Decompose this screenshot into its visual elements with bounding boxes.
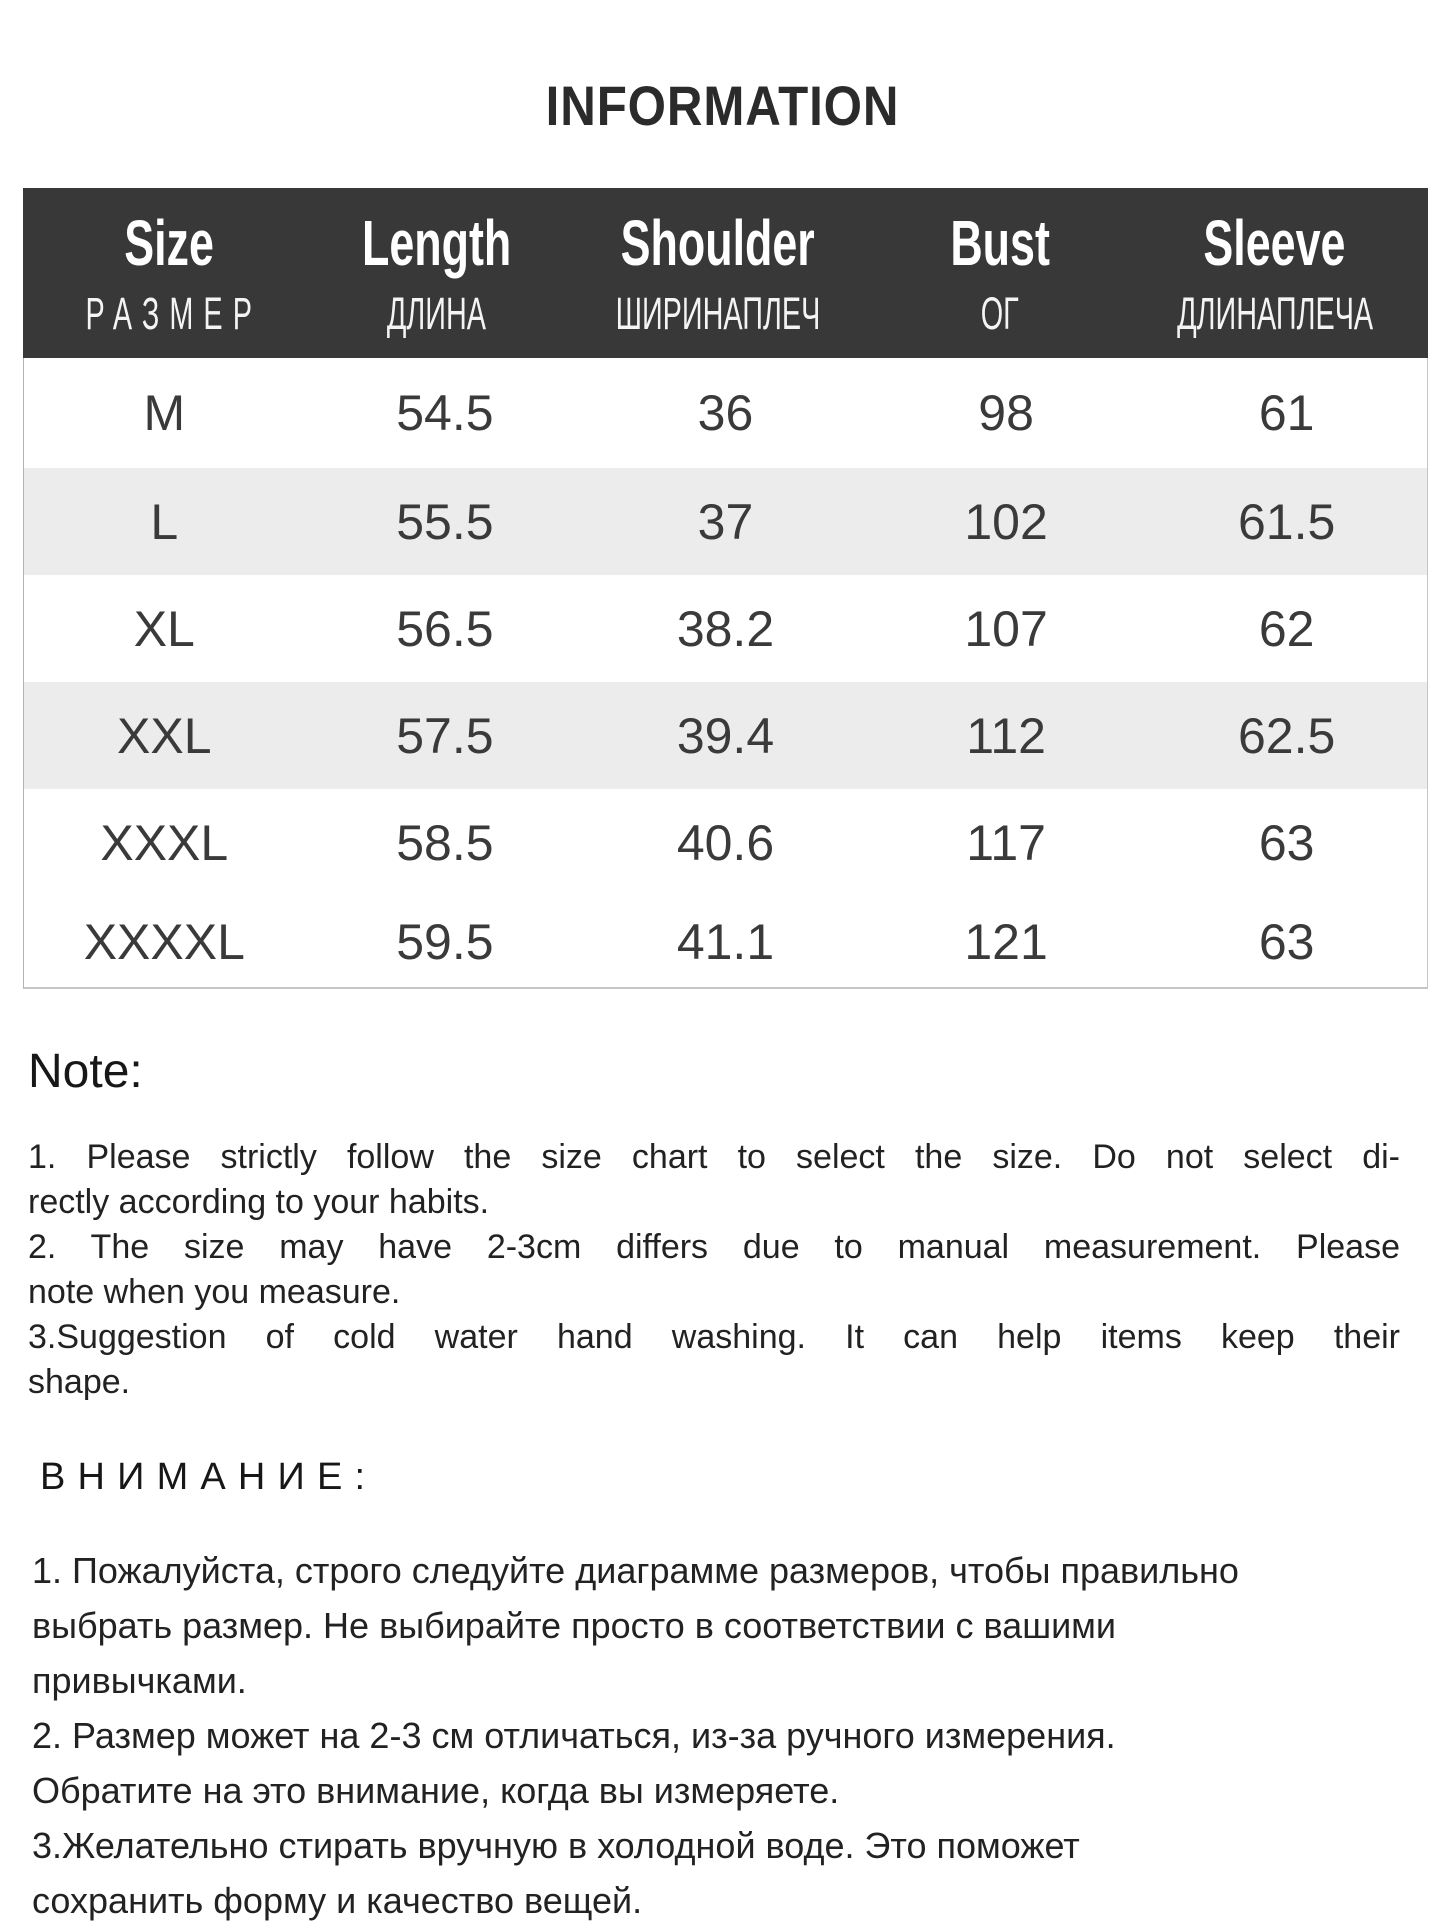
cell-bust: 98 — [978, 385, 1034, 441]
cell-length: 55.5 — [396, 493, 494, 550]
note-line: 3.Suggestion of cold water hand washing. It can help items keep their — [28, 1317, 1400, 1356]
cell-bust: 117 — [966, 814, 1046, 871]
column-sublabel-ru: ОГ — [980, 287, 1019, 339]
cell-sleeve: 61 — [1258, 385, 1315, 441]
column-sublabel-ru: РАЗМЕР — [85, 287, 263, 339]
size-row-xl — [24, 575, 1427, 682]
cell-size: M — [143, 385, 186, 441]
column-label: Size — [123, 206, 214, 279]
cell-length: 54.5 — [396, 385, 494, 441]
cell-sleeve: 61.5 — [1238, 493, 1336, 550]
column-header-bust — [878, 188, 1122, 358]
notes-english-section — [28, 1046, 1400, 1405]
cell-shoulder: 37 — [697, 493, 754, 550]
note-line: 3.Желательно стирать вручную в холодной воде. Это поможет — [32, 1824, 1080, 1866]
size-table-header — [23, 188, 1428, 358]
note-line: привычками. — [32, 1659, 247, 1701]
notes-ru-heading: ВНИМАНИЕ: — [40, 1456, 378, 1498]
note-line: note when you measure. — [28, 1272, 401, 1311]
size-row-m — [24, 358, 1427, 468]
size-row-xxxxl — [24, 896, 1427, 987]
size-row-xxxl — [24, 789, 1427, 896]
cell-shoulder: 38.2 — [676, 600, 775, 657]
note-line: 2. The size may have 2-3cm differs due to manual measurement. Please — [28, 1227, 1400, 1266]
cell-length: 57.5 — [396, 707, 494, 764]
cell-shoulder: 36 — [697, 385, 754, 441]
note-line: 1. Please strictly follow the size chart to select the size. Do not select di- — [28, 1137, 1400, 1176]
note-line: 2. Размер может на 2-3 см отличаться, из-за ручного измерения. — [32, 1714, 1116, 1756]
column-header-length — [314, 188, 558, 358]
note-line: 1. Пожалуйста, строго следуйте диаграмме размеров, чтобы правильно — [32, 1549, 1239, 1591]
note-line: rectly according to your habits. — [28, 1182, 490, 1221]
cell-sleeve: 63 — [1258, 913, 1315, 970]
cell-length: 56.5 — [396, 600, 494, 657]
cell-sleeve: 62 — [1258, 600, 1315, 657]
page-title: INFORMATION — [545, 74, 900, 137]
cell-size: XXXXL — [83, 913, 245, 970]
column-sublabel-ru: ДЛИНАПЛЕЧА — [1176, 287, 1373, 339]
note-line: сохранить форму и качество вещей. — [32, 1879, 643, 1921]
cell-bust: 112 — [966, 707, 1046, 764]
size-table — [23, 188, 1428, 989]
cell-size: L — [150, 493, 179, 550]
size-table-body — [23, 358, 1428, 989]
column-label: Bust — [950, 206, 1050, 279]
cell-bust: 102 — [964, 493, 1048, 550]
notes-en-heading: Note: — [28, 1045, 143, 1098]
size-row-l — [24, 468, 1427, 575]
cell-size: XL — [133, 600, 195, 657]
cell-shoulder: 40.6 — [676, 814, 775, 871]
note-line: выбрать размер. Не выбирайте просто в соответствии с вашими — [32, 1604, 1117, 1646]
column-header-size — [23, 188, 314, 358]
notes-russian-section — [32, 1455, 1412, 1927]
cell-sleeve: 63 — [1258, 814, 1315, 871]
note-line: shape. — [28, 1362, 131, 1401]
cell-bust: 121 — [964, 913, 1048, 970]
cell-bust: 107 — [964, 600, 1048, 657]
column-sublabel-ru: ДЛИНА — [386, 287, 486, 339]
column-label: Sleeve — [1203, 206, 1346, 279]
column-label: Length — [361, 206, 511, 279]
note-line: Обратите на это внимание, когда вы измеряете. — [32, 1769, 840, 1811]
cell-shoulder: 39.4 — [676, 707, 775, 764]
cell-sleeve: 62.5 — [1238, 707, 1336, 764]
cell-shoulder: 41.1 — [676, 913, 775, 970]
size-row-xxl — [24, 682, 1427, 789]
cell-length: 59.5 — [396, 913, 494, 970]
column-sublabel-ru: ШИРИНАПЛЕЧ — [615, 287, 821, 339]
cell-length: 58.5 — [396, 814, 494, 871]
cell-size: XXXL — [100, 814, 229, 871]
column-header-sleeve — [1122, 188, 1428, 358]
cell-size: XXL — [117, 707, 212, 764]
column-label: Shoulder — [621, 206, 816, 279]
column-header-shoulder — [558, 188, 878, 358]
